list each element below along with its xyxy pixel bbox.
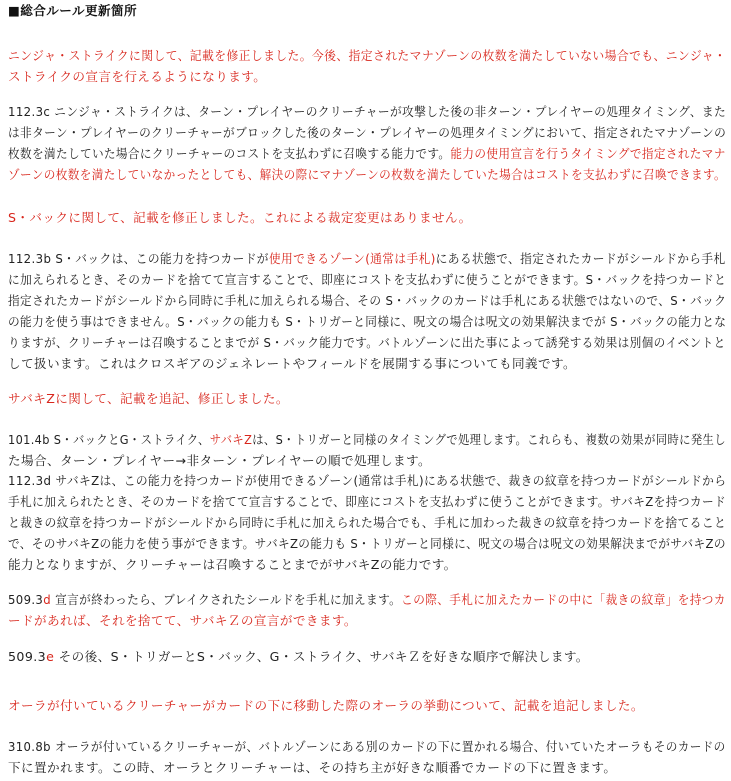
- rule-text: 112.3b S・バックは、この能力を持つカードが: [8, 251, 269, 266]
- rule-text: 能力となりますが、クリーチャーは召喚することまでがサバキZの能力です。: [8, 557, 457, 572]
- rule-text: して扱います。これはクロスギアのジェネレートやフィールドを展開する事についても同義です。: [8, 356, 576, 371]
- rule-text: は、S・トリガーと同様のタイミングで処理します。これらも、複数の効果が同時に発生し: [252, 432, 726, 447]
- update-notice-line: S・バックに関して、記載を修正しました。これによる裁定変更はありません。: [8, 210, 472, 225]
- rule-text: た場合、ターン・プレイヤー→非ターン・プレイヤーの順で処理します。: [8, 453, 431, 468]
- rule-text-line: [8, 311, 726, 332]
- update-notice-line: ニンジャ・ストライクに関して、記載を修正しました。今後、指定されたマナゾーンの枚数を満たしていない場合でも、ニンジャ・: [8, 48, 727, 63]
- revised-text: d: [43, 592, 51, 607]
- revised-text: サバキZ: [209, 432, 253, 447]
- update-notice-line: ストライクの宣言を行えるようになります。: [8, 69, 267, 84]
- rule-text: 下に置かれます。この時、オーラとクリーチャーは、その持ち主が好きな順番でカードの下に置きます。: [8, 760, 617, 775]
- update-notice-line: サバキZに関して、記載を追記、修正しました。: [8, 391, 289, 406]
- rule-text-line: [8, 450, 431, 471]
- rule-text-line: [8, 736, 726, 757]
- revised-text: ゾーンの枚数を満たしていなかったとしても、解決の際にマナゾーンの枚数を満たしていた場合はコストを支払わずに召喚できます。: [8, 167, 727, 182]
- rule-text-line: [8, 429, 726, 450]
- rule-text: に加えられるとき、そのカードを捨てて宣言することで、即座にコストを支払わずに使うことができます。S・バックを持つカードと: [8, 272, 727, 287]
- rule-text: にある状態で、指定されたカードがシールドから手札: [435, 251, 726, 266]
- rule-text: 枚数を満たしていた場合にクリーチャーのコストを支払わずに召喚する能力です。: [8, 146, 451, 161]
- rule-text: 310.8b オーラが付いているクリーチャーが、バトルゾーンにある別のカードの下に置かれる場合、付いていたオーラもそのカードの: [8, 739, 726, 754]
- rule-text: 指定されたカードがシールドから同時に手札に加えられる場合、その S・バックのカードは手札にある状態ではないので、S・バック: [8, 293, 727, 308]
- rule-text-line: [8, 491, 726, 512]
- rule-text-line: [8, 290, 726, 311]
- rule-text-line: [8, 101, 726, 122]
- rule-text: 509.3: [8, 649, 47, 664]
- rule-text-line: [8, 248, 726, 269]
- revised-text: 使用できるゾーン(通常は手札): [268, 251, 436, 266]
- revised-text: ードがあれば、それを捨てて、サバキＺの宣言ができます。: [8, 613, 357, 628]
- update-notice-line: オーラが付いているクリーチャーがカードの下に移動した際のオーラの挙動について、記載を追記しました。: [8, 698, 644, 713]
- rule-text: りますが、クリーチャーは召喚することまでが S・バック能力です。バトルゾーンに出た事によって誘発する効果は別個のイベントと: [8, 335, 726, 350]
- revised-text: e: [46, 649, 55, 664]
- rule-text-line: [8, 122, 726, 143]
- rule-text-line: [8, 533, 726, 554]
- rule-text-line: [8, 757, 616, 778]
- rule-text-line: [8, 332, 726, 353]
- rule-text: 101.4b S・バックとG・ストライク、: [8, 432, 210, 447]
- rule-text: 112.3c ニンジャ・ストライクは、ターン・プレイヤーのクリーチャーが攻撃した後の非ターン・プレイヤーの処理タイミング、また: [8, 104, 727, 119]
- rule-text: の能力を使う事はできません。S・バックの能力も S・トリガーと同様に、呪文の場合は呪文の効果解決までが S・バックの能力とな: [8, 314, 727, 329]
- rule-text-line: [8, 353, 576, 374]
- rule-text: は非ターン・プレイヤーのクリーチャーがブロックした後のターン・プレイヤーの処理タイミングにおいて、指定されたマナゾーンの: [8, 125, 727, 140]
- page-heading: ■総合ルール更新箇所: [8, 3, 137, 18]
- rule-text: 手札に加えられたとき、そのカードを捨てて宣言することで、即座にコストを支払わずに使うことができます。サバキZを持つカード: [8, 494, 727, 509]
- rule-text: で、そのサバキZの能力を使う事ができます。サバキZの能力も S・トリガーと同様に、呪文の場合は呪文の効果解決までがサバキZの: [8, 536, 726, 551]
- rule-text: 宣言が終わったら、ブレイクされたシールドを手札に加えます。: [50, 592, 402, 607]
- rule-text-line: [8, 610, 357, 631]
- rule-text: その後、S・トリガーとS・バック、G・ストライク、サバキＺを好きな順序で解決します。: [54, 649, 589, 664]
- rule-text-line: [8, 164, 726, 185]
- rule-text-line: [8, 470, 726, 491]
- rule-text-line: [8, 646, 589, 667]
- rule-text: と裁きの紋章を持つカードがシールドから同時に手札に加えられた場合でも、手札に加わった裁きの紋章を持つカードを捨てること: [8, 515, 727, 530]
- rule-text-line: [8, 554, 457, 575]
- revised-text: 能力の使用宣言を行うタイミングで指定されたマナ: [450, 146, 726, 161]
- rule-text-line: [8, 269, 726, 290]
- rule-text-line: [8, 589, 726, 610]
- revised-text: この際、手札に加えたカードの中に「裁きの紋章」を持つカ: [401, 592, 726, 607]
- rule-text-line: [8, 143, 726, 164]
- rule-text: 112.3d サバキZは、この能力を持つカードが使用できるゾーン(通常は手札)にある状態で、裁きの紋章を持つカードがシールドから: [8, 473, 727, 488]
- rule-text: 509.3: [8, 592, 44, 607]
- rule-text-line: [8, 512, 726, 533]
